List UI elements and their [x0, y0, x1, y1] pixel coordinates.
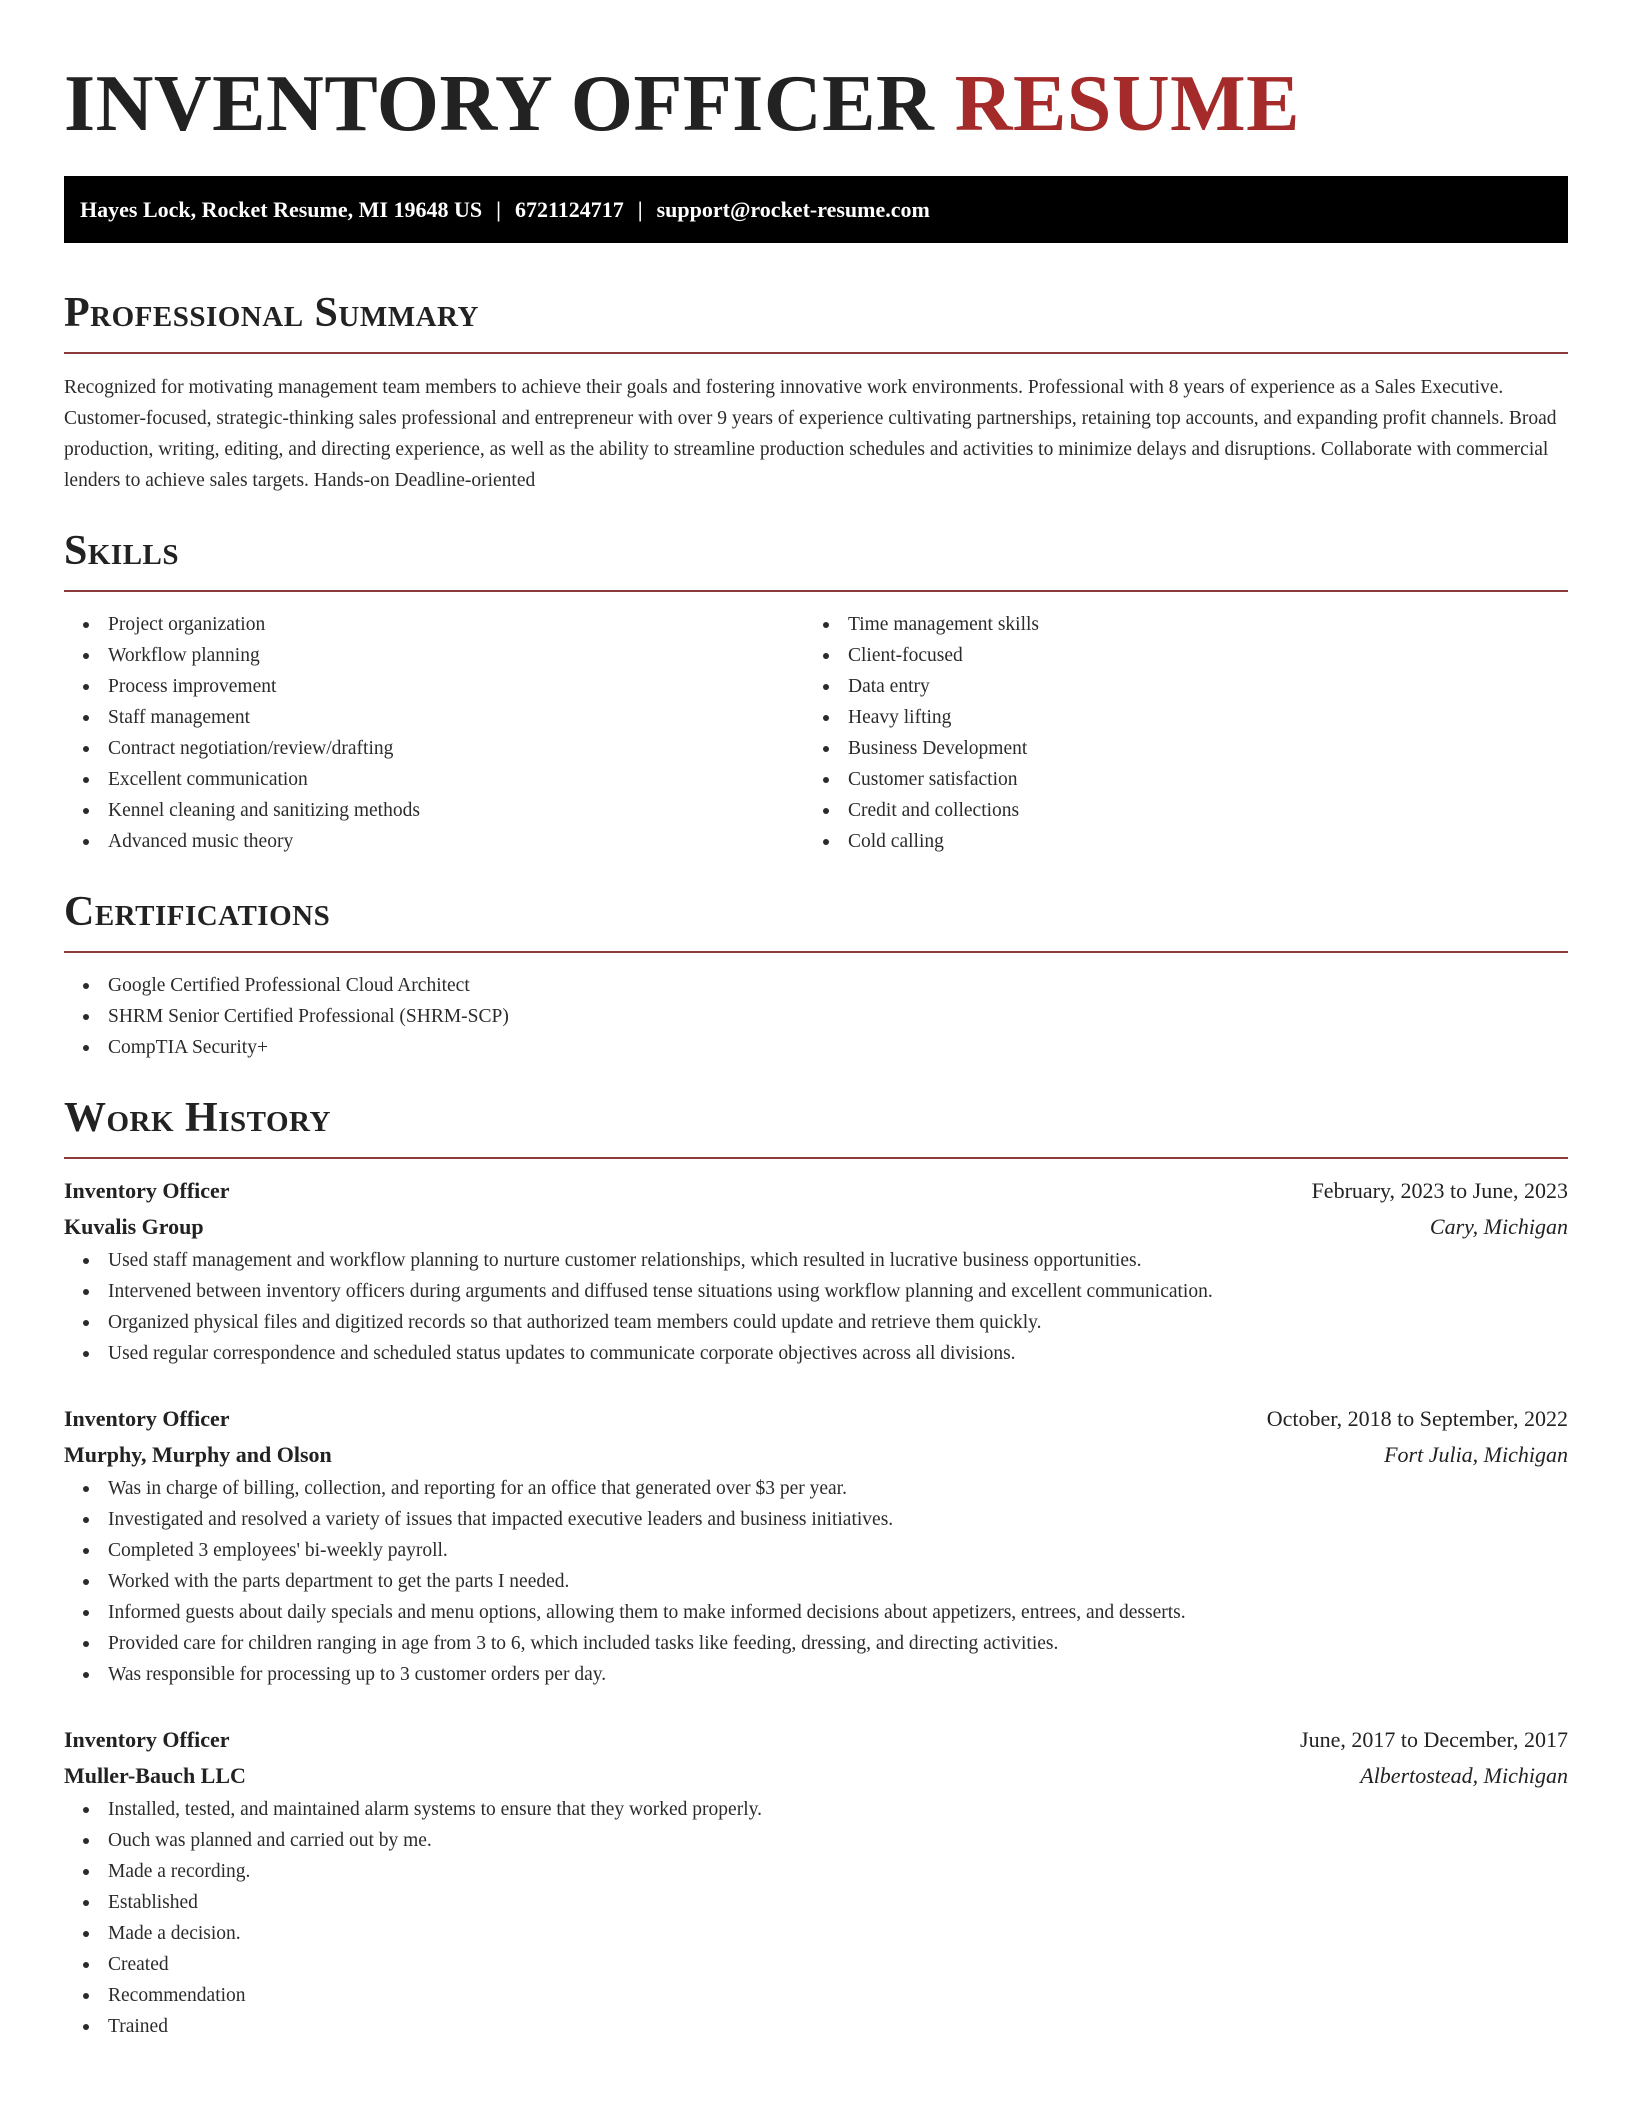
job-bullet: Installed, tested, and maintained alarm systems to ensure that they worked properly.: [64, 1794, 1568, 1825]
certification-item: CompTIA Security+: [64, 1032, 1568, 1063]
contact-separator: |: [496, 197, 501, 222]
job-entry: [64, 1401, 1568, 1690]
contact-address: Hayes Lock, Rocket Resume, MI 19648 US: [80, 197, 483, 222]
certification-item: SHRM Senior Certified Professional (SHRM-SCP): [64, 1001, 1568, 1032]
skill-item: Workflow planning: [64, 640, 804, 671]
job-bullet: Made a decision.: [64, 1918, 1568, 1949]
job-bullet: Trained: [64, 2011, 1568, 2042]
skill-item: Process improvement: [64, 671, 804, 702]
job-bullet: Used staff management and workflow planning to nurture customer relationships, which resulted in lucrative business opportunities.: [64, 1245, 1568, 1276]
skill-item: Data entry: [804, 671, 1544, 702]
job-bullets: [64, 1473, 1568, 1690]
job-bullet: Informed guests about daily specials and menu options, allowing them to make informed decisions about appetizers, entrees, and desserts.: [64, 1597, 1568, 1628]
section-divider: [64, 590, 1568, 592]
job-company-row: [64, 1758, 1568, 1794]
job-bullet: Intervened between inventory officers during arguments and diffused tense situations using workflow planning and excellent communication.: [64, 1276, 1568, 1307]
job-dates: June, 2017 to December, 2017: [1300, 1727, 1568, 1752]
job-bullet: Was responsible for processing up to 3 customer orders per day.: [64, 1659, 1568, 1690]
skill-item: Cold calling: [804, 826, 1544, 857]
job-bullet: Established: [64, 1887, 1568, 1918]
summary-text: Recognized for motivating management team members to achieve their goals and fostering innovative work environments. Professional with 8 years of experience as a Sales Executive. Customer-focused, strategic-thinking sales professional and entrepreneur with over 9 years of experience cultivating partnerships, retaining top accounts, and expanding profit channels. Broad production, writing, editing, and directing experience, as well as the ability to streamline production schedules and activities to minimize delays and disruptions. Collaborate with commercial lenders to achieve sales targets. Hands-on Deadline-oriented: [64, 377, 1557, 491]
contact-phone: 6721124717: [514, 197, 624, 222]
job-company: Muller-Bauch LLC: [64, 1763, 246, 1788]
contact-email: support@rocket-resume.com: [656, 197, 930, 222]
skill-item: Heavy lifting: [804, 702, 1544, 733]
job-bullet: Provided care for children ranging in age from 3 to 6, which included tasks like feeding, dressing, and directing activities.: [64, 1628, 1568, 1659]
skill-item: Time management skills: [804, 609, 1544, 640]
skill-item: Client-focused: [804, 640, 1544, 671]
job-company: Kuvalis Group: [64, 1214, 204, 1239]
job-company-row: [64, 1437, 1568, 1473]
skill-item: Kennel cleaning and sanitizing methods: [64, 795, 804, 826]
job-entry: [64, 1722, 1568, 2042]
section-divider: [64, 1157, 1568, 1159]
job-bullet: Worked with the parts department to get the parts I needed.: [64, 1566, 1568, 1597]
skills-columns: [64, 609, 1568, 857]
certifications-list: [64, 970, 1568, 1063]
section-divider: [64, 352, 1568, 354]
skill-item: Excellent communication: [64, 764, 804, 795]
resume-page: [64, 0, 1568, 2042]
job-bullet: Used regular correspondence and scheduled status updates to communicate corporate objectives across all divisions.: [64, 1338, 1568, 1369]
work-history-heading: Work History: [64, 1095, 331, 1141]
job-title: Inventory Officer: [64, 1727, 230, 1752]
job-dates: October, 2018 to September, 2022: [1266, 1406, 1568, 1431]
skills-list-left: [64, 609, 804, 857]
contact-bar: [64, 176, 1568, 243]
job-bullet: Created: [64, 1949, 1568, 1980]
job-entry: [64, 1173, 1568, 1369]
certifications-heading: Certifications: [64, 889, 331, 935]
work-history-section: [64, 1093, 1568, 2042]
skill-item: Credit and collections: [804, 795, 1544, 826]
job-bullet: Recommendation: [64, 1980, 1568, 2011]
contact-separator: |: [637, 197, 643, 222]
certification-item: Google Certified Professional Cloud Architect: [64, 970, 1568, 1001]
job-bullets: [64, 1245, 1568, 1369]
job-location: Cary, Michigan: [1429, 1214, 1568, 1239]
resume-title: [64, 0, 1568, 148]
job-location: Fort Julia, Michigan: [1384, 1442, 1568, 1467]
job-bullet: Organized physical files and digitized records so that authorized team members could update and retrieve them quickly.: [64, 1307, 1568, 1338]
job-title: Inventory Officer: [64, 1406, 230, 1431]
skill-item: Advanced music theory: [64, 826, 804, 857]
skills-column-right: [804, 609, 1544, 857]
skill-item: Project organization: [64, 609, 804, 640]
job-header-row: [64, 1173, 1568, 1209]
job-header-row: [64, 1401, 1568, 1437]
job-company: Murphy, Murphy and Olson: [64, 1442, 332, 1467]
job-company-row: [64, 1209, 1568, 1245]
skills-heading: Skills: [64, 528, 180, 574]
summary-section: [64, 288, 1568, 496]
skills-section: [64, 526, 1568, 857]
section-divider: [64, 951, 1568, 953]
skill-item: Contract negotiation/review/drafting: [64, 733, 804, 764]
summary-heading: Professional Summary: [64, 290, 479, 336]
skill-item: Staff management: [64, 702, 804, 733]
job-bullet: Ouch was planned and carried out by me.: [64, 1825, 1568, 1856]
job-bullet: Made a recording.: [64, 1856, 1568, 1887]
title-accent: RESUME: [954, 60, 1300, 148]
skills-list-right: [804, 609, 1544, 857]
skills-column-left: [64, 609, 804, 857]
job-title: Inventory Officer: [64, 1178, 230, 1203]
title-main: INVENTORY OFFICER: [64, 60, 935, 148]
job-bullet: Completed 3 employees' bi-weekly payroll.: [64, 1535, 1568, 1566]
certifications-section: [64, 887, 1568, 1063]
job-location: Albertostead, Michigan: [1360, 1763, 1568, 1788]
job-bullets: [64, 1794, 1568, 2042]
job-dates: February, 2023 to June, 2023: [1311, 1178, 1568, 1203]
skill-item: Business Development: [804, 733, 1544, 764]
job-header-row: [64, 1722, 1568, 1758]
skill-item: Customer satisfaction: [804, 764, 1544, 795]
job-bullet: Investigated and resolved a variety of issues that impacted executive leaders and business initiatives.: [64, 1504, 1568, 1535]
job-bullet: Was in charge of billing, collection, and reporting for an office that generated over $3 per year.: [64, 1473, 1568, 1504]
